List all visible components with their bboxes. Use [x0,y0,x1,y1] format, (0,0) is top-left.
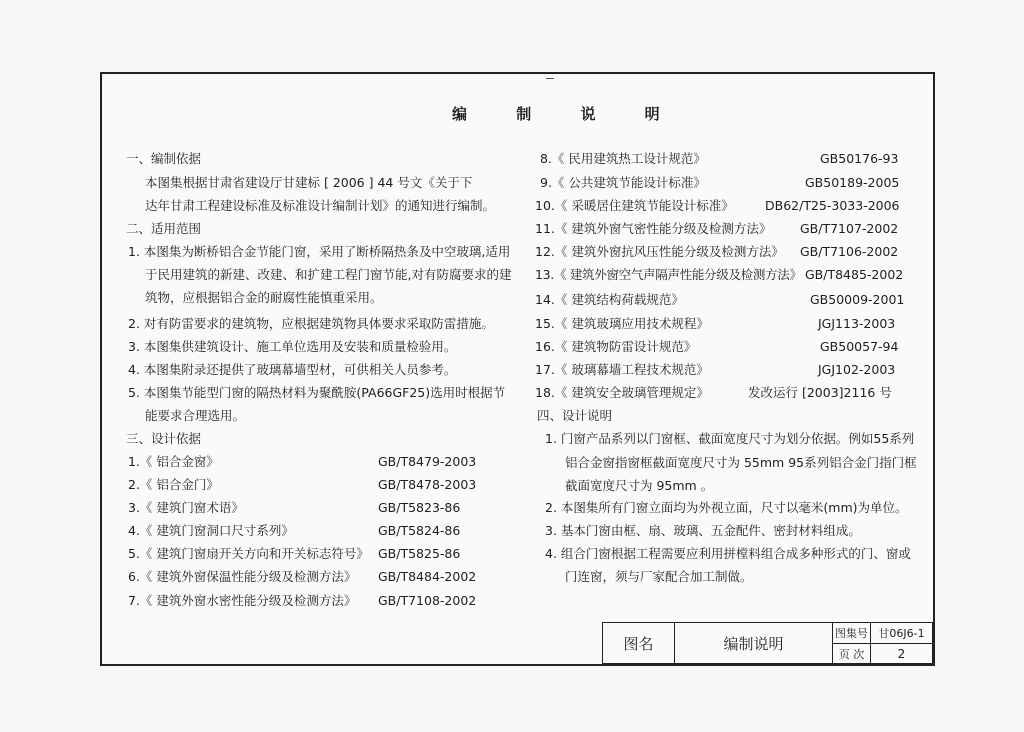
title-block-label: 图名 [603,623,675,664]
reference-name: 5.《 建筑门窗扇开关方向和开关标志符号》 [128,546,369,561]
drawing-name: 编制说明 [675,623,833,664]
page-label: 页 次 [833,644,871,664]
reference-code: GB50189-2005 [805,175,900,190]
reference-name: 9.《 公共建筑节能设计标准》 [540,175,706,190]
paragraph-line: 筑物，应根据铝合金的耐腐性能慎重采用。 [145,290,383,305]
paragraph-line: 能要求合理选用。 [145,408,246,423]
reference-code: GB/T7108-2002 [378,593,477,608]
section-heading: 二、适用范围 [126,221,202,236]
paragraph-line: 门连窗，须与厂家配合加工制做。 [565,569,753,584]
section-heading: 四、设计说明 [537,408,613,423]
section-heading: 一、编制依据 [126,151,202,166]
reference-name: 15.《 建筑玻璃应用技术规程》 [535,316,709,331]
paragraph-line: 本图集根据甘肃省建设厅甘建标 [ 2006 ] 44 号文《关于下 [145,175,473,190]
atlas-label: 图集号 [833,623,871,644]
reference-name: 17.《 玻璃幕墙工程技术规范》 [535,362,709,377]
reference-code: GB/T5823-86 [378,500,461,515]
reference-code: GB50009-2001 [810,292,905,307]
reference-code: GB50057-94 [820,339,899,354]
reference-code: GB/T5825-86 [378,546,461,561]
page-title: 编 制 说 明 [452,105,682,123]
reference-name: 18.《 建筑安全玻璃管理规定》 [535,385,709,400]
paragraph-line: 铝合金窗指窗框截面宽度尺寸为 55mm 95系列铝合金门指门框 [565,455,917,470]
reference-code: JGJ102-2003 [818,362,896,377]
reference-code: GB/T7107-2002 [800,221,899,236]
reference-name: 6.《 建筑外窗保温性能分级及检测方法》 [128,569,357,584]
reference-name: 13.《 建筑外窗空气声隔声性能分级及检测方法》 [535,267,802,282]
reference-code: DB62/T25-3033-2006 [765,198,900,213]
reference-code: GB/T8485-2002 [805,267,904,282]
section-heading: 三、设计依据 [126,431,202,446]
paragraph-line: 4. 本图集附录还提供了玻璃幕墙型材，可供相关人员参考。 [128,362,457,377]
paragraph-line: 2. 本图集所有门窗立面均为外视立面，尺寸以毫米(mm)为单位。 [545,500,908,515]
reference-name: 10.《 采暖居住建筑节能设计标准》 [535,198,734,213]
paragraph-line: 截面宽度尺寸为 95mm 。 [565,478,714,493]
reference-name: 3.《 建筑门窗术语》 [128,500,244,515]
reference-code: 发改运行 [2003]2116 号 [748,385,892,400]
title-block [602,622,933,664]
reference-name: 1.《 铝合金窗》 [128,454,219,469]
reference-code: GB50176-93 [820,151,899,166]
reference-code: GB/T7106-2002 [800,244,899,259]
reference-name: 2.《 铝合金门》 [128,477,219,492]
frame-tick [546,78,554,79]
reference-name: 12.《 建筑外窗抗风压性能分级及检测方法》 [535,244,784,259]
reference-name: 4.《 建筑门窗洞口尺寸系列》 [128,523,294,538]
paragraph-line: 于民用建筑的新建、改建、和扩建工程门窗节能,对有防腐要求的建 [145,267,512,282]
paragraph-line: 达年甘肃工程建设标准及标准设计编制计划》的通知进行编制。 [145,198,496,213]
reference-code: GB/T8479-2003 [378,454,477,469]
paragraph-line: 5. 本图集节能型门窗的隔热材料为聚酰胺(PA66GF25)选用时根据节 [128,385,506,400]
paragraph-line: 4. 组合门窗根据工程需要应利用拼樘料组合成多种形式的门、窗或 [545,546,911,561]
paragraph-line: 3. 基本门窗由框、扇、玻璃、五金配件、密封材料组成。 [545,523,861,538]
page-number: 2 [871,644,933,664]
reference-name: 11.《 建筑外窗气密性能分级及检测方法》 [535,221,772,236]
reference-name: 16.《 建筑物防雷设计规范》 [535,339,697,354]
reference-code: JGJ113-2003 [818,316,896,331]
reference-code: GB/T8478-2003 [378,477,477,492]
paragraph-line: 1. 门窗产品系列以门窗框、截面宽度尺寸为划分依据。例如55系列 [545,431,915,446]
reference-name: 7.《 建筑外窗水密性能分级及检测方法》 [128,593,357,608]
atlas-number: 甘06J6-1 [871,623,933,644]
paragraph-line: 3. 本图集供建筑设计、施工单位选用及安装和质量检验用。 [128,339,457,354]
paragraph-line: 1. 本图集为断桥铝合金节能门窗，采用了断桥隔热条及中空玻璃,适用 [128,244,511,259]
reference-name: 8.《 民用建筑热工设计规范》 [540,151,706,166]
reference-name: 14.《 建筑结构荷载规范》 [535,292,684,307]
reference-code: GB/T8484-2002 [378,569,477,584]
paragraph-line: 2. 对有防雷要求的建筑物，应根据建筑物具体要求采取防雷措施。 [128,316,494,331]
reference-code: GB/T5824-86 [378,523,461,538]
